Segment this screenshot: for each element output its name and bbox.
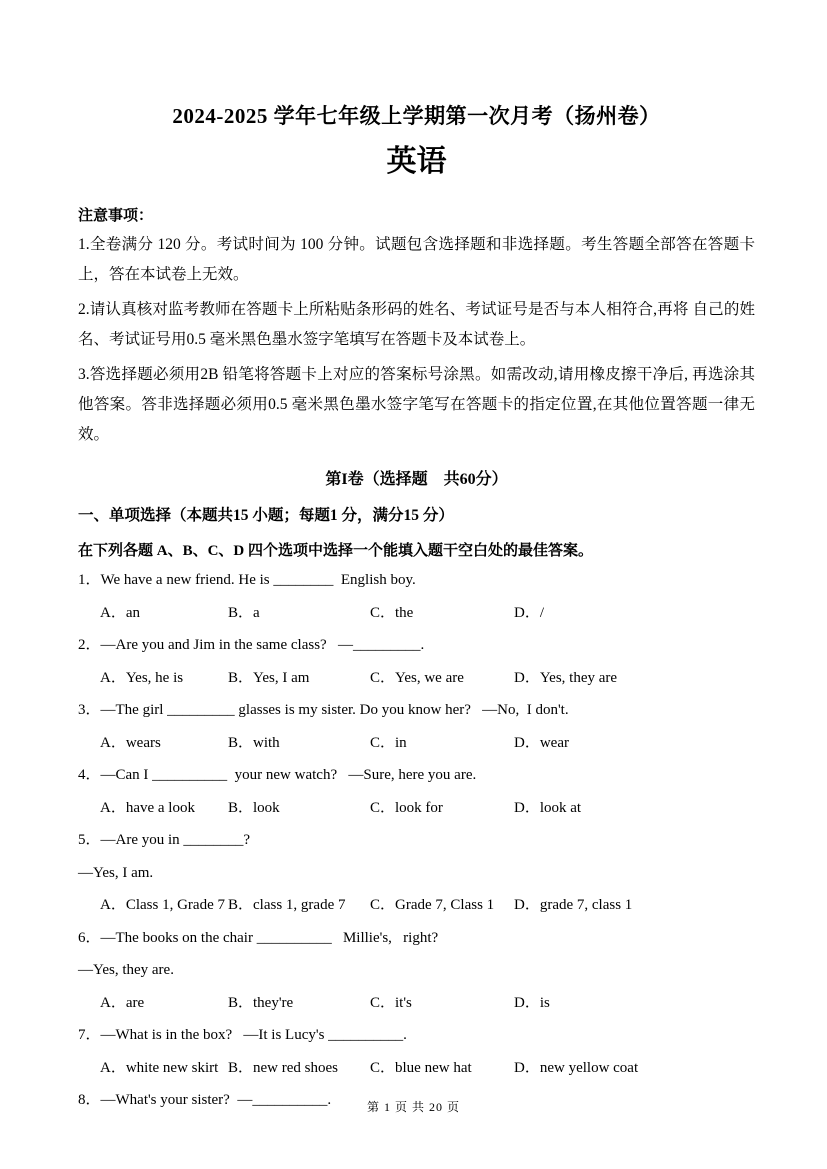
- question-stem: 3．—The girl _________ glasses is my sister. Do you know her? —No, I don't.: [78, 702, 569, 718]
- option: C．the: [370, 604, 414, 621]
- question-stem: 8．—What's your sister? —__________.: [78, 1092, 332, 1108]
- option: D．Yes, they are: [514, 669, 618, 686]
- notice-item-3: 3.答选择题必须用2B 铅笔将答题卡上对应的答案标号涂黑。如需改动,请用橡皮擦干净后, 再选涂其他答案。答非选择题必须用0.5 毫米黑色墨水签字笔写在答题卡的指定位置,在其他位置答题一律无效。: [78, 366, 755, 443]
- option: D．new yellow coat: [514, 1059, 639, 1076]
- part-title: 一、单项选择（本题共15 小题；每题1 分，满分15 分）: [78, 507, 454, 524]
- options-row: [78, 792, 755, 825]
- question-stem: 4．—Can I __________ your new watch? —Sure, here you are.: [78, 767, 477, 783]
- option: C．Grade 7, Class 1: [370, 897, 495, 913]
- option: B．they're: [228, 994, 294, 1011]
- notice-heading: 注意事项：: [78, 208, 154, 224]
- question-stem: 2．—Are you and Jim in the same class? —_________.: [78, 637, 425, 653]
- option: D．/: [514, 604, 545, 621]
- question-stem: 5．—Are you in ________?: [78, 832, 251, 848]
- question-stem: 7．—What is in the box? —It is Lucy's __________.: [78, 1027, 407, 1043]
- option: D．look at: [514, 799, 582, 816]
- question-6: [78, 922, 755, 1020]
- question-stem: 6．—The books on the chair __________ Millie's, right?: [78, 929, 439, 946]
- options-row: [78, 727, 755, 760]
- options-row: [78, 1052, 755, 1085]
- option: D．wear: [514, 734, 569, 751]
- page-footer: 第 1 页 共 20 页: [366, 1100, 460, 1114]
- question-3: [78, 694, 755, 759]
- option: D．is: [514, 994, 550, 1011]
- question-5: [78, 824, 755, 922]
- option: B．Yes, I am: [228, 669, 310, 686]
- question-4: [78, 759, 755, 824]
- option: A．an: [100, 604, 140, 621]
- option: A．have a look: [100, 799, 195, 816]
- option: C．blue new hat: [370, 1059, 472, 1076]
- page-title: 2024-2025 学年七年级上学期第一次月考（扬州卷）: [172, 104, 661, 128]
- question-answer-line: —Yes, I am.: [78, 864, 154, 881]
- option: A．Yes, he is: [100, 669, 184, 686]
- option: A．Class 1, Grade 7: [100, 897, 225, 913]
- option: D．grade 7, class 1: [514, 897, 633, 913]
- question-answer-line: —Yes, they are.: [78, 962, 174, 978]
- options-row: [78, 662, 755, 695]
- question-1: [78, 564, 755, 629]
- question-7: [78, 1019, 755, 1084]
- questions-list: [78, 564, 755, 1117]
- option: B．a: [228, 604, 260, 621]
- option: B．look: [228, 799, 280, 816]
- options-row: [78, 889, 755, 922]
- option: C．in: [370, 734, 407, 751]
- options-row: [78, 597, 755, 630]
- question-2: [78, 629, 755, 694]
- part-instruction: 在下列各题 A、B、C、D 四个选项中选择一个能填入题干空白处的最佳答案。: [78, 543, 594, 559]
- option: A．wears: [100, 734, 161, 751]
- option: B．class 1, grade 7: [228, 897, 346, 913]
- option: C．it's: [370, 994, 412, 1011]
- option: C．look for: [370, 799, 443, 816]
- option: B．new red shoes: [228, 1059, 338, 1076]
- option: C．Yes, we are: [370, 669, 464, 686]
- option: B．with: [228, 734, 280, 751]
- subject-title: 英语: [386, 145, 447, 178]
- section-title: 第I卷（选择题 共60分）: [325, 471, 508, 488]
- question-stem: 1．We have a new friend. He is ________ English boy.: [78, 572, 416, 588]
- option: A．white new skirt: [100, 1059, 219, 1076]
- notice-item-2: 2.请认真核对监考教师在答题卡上所粘贴条形码的姓名、考试证号是否与本人相符合,再将 自己的姓名、考试证号用0.5 毫米黑色墨水签字笔填写在答题卡及本试卷上。: [78, 301, 755, 348]
- option: A．are: [100, 994, 145, 1011]
- options-row: [78, 987, 755, 1020]
- notice-item-1: 1.全卷满分 120 分。考试时间为 100 分钟。试题包含选择题和非选择题。考生答题全部答在答题卡上，答在本试卷上无效。: [78, 236, 755, 283]
